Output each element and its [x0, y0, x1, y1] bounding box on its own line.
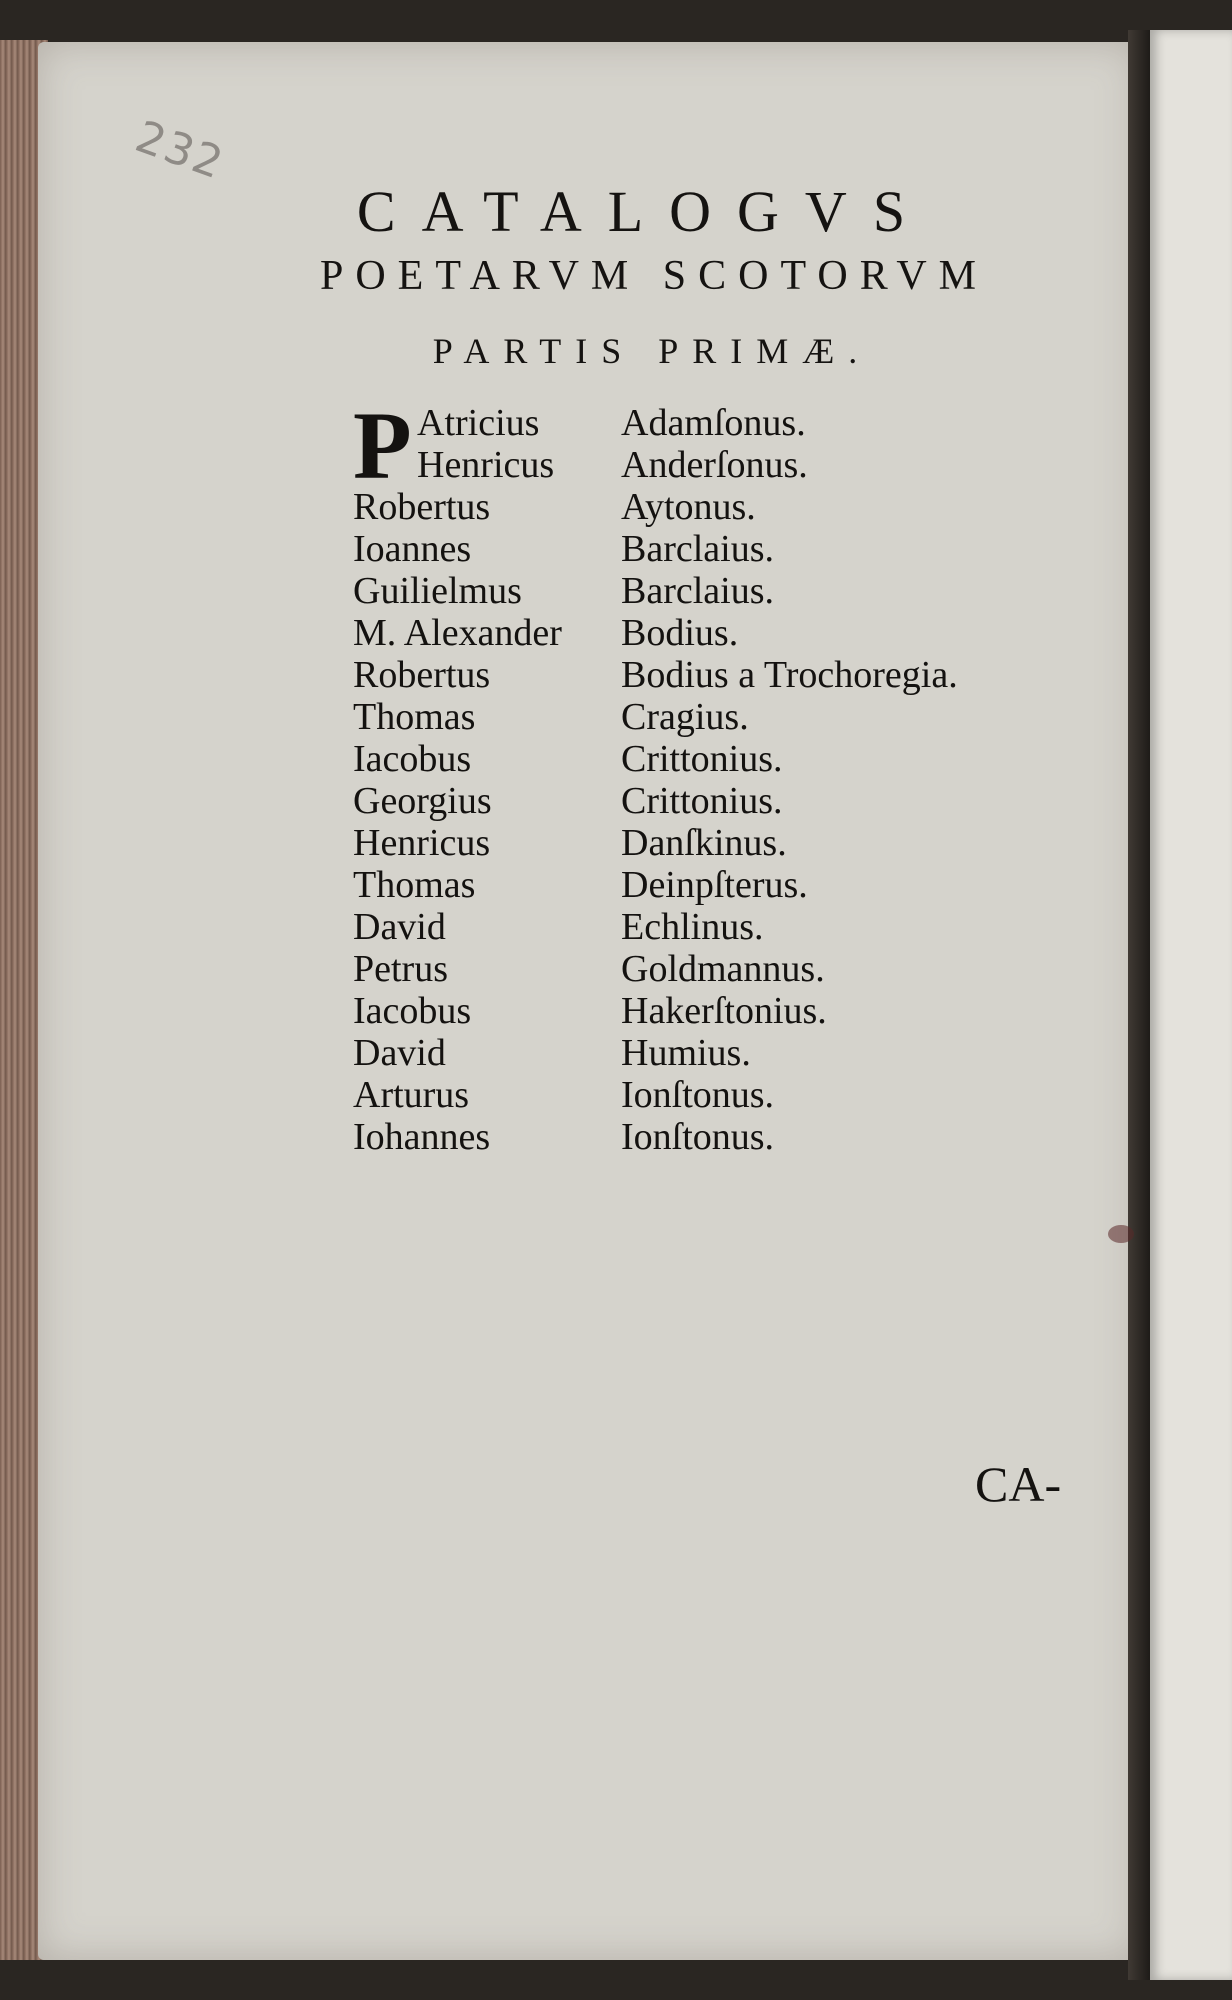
- surname: Echlinus.: [621, 906, 764, 948]
- first-name: Iacobus: [353, 738, 472, 780]
- first-name: Arturus: [353, 1074, 470, 1116]
- first-name: Robertus: [353, 654, 491, 696]
- catalog-title: CATALOGVS: [356, 179, 932, 244]
- surname: Ionſtonus.: [621, 1116, 775, 1158]
- first-name: Iohannes: [353, 1116, 491, 1158]
- first-name: Henricus: [353, 822, 491, 864]
- surname: Crittonius.: [621, 780, 783, 822]
- first-name: Guilielmus: [353, 570, 522, 612]
- pencil-page-number: 232: [128, 111, 231, 190]
- surname: Danſkinus.: [621, 822, 787, 864]
- first-name: Petrus: [353, 948, 448, 990]
- surname: Humius.: [621, 1032, 751, 1074]
- drop-cap: P: [353, 392, 412, 499]
- surname: Ionſtonus.: [621, 1074, 775, 1116]
- first-name: David: [353, 1032, 446, 1074]
- first-name: Thomas: [353, 864, 476, 906]
- first-name: Thomas: [353, 696, 476, 738]
- first-name: Ioannes: [353, 528, 472, 570]
- surname: Goldmannus.: [621, 948, 825, 990]
- ink-stain: [1108, 1225, 1134, 1243]
- surname: Crittonius.: [621, 738, 783, 780]
- surname: Deinpſterus.: [621, 864, 808, 906]
- section-heading: PARTIS PRIMÆ.: [432, 331, 872, 371]
- surname: Barclaius.: [621, 528, 775, 570]
- book-gutter: [1128, 30, 1150, 1980]
- first-name: Robertus: [353, 486, 491, 528]
- surname: Bodius a Trochoregia.: [621, 654, 958, 696]
- surname: Bodius.: [621, 612, 739, 654]
- first-name: Henricus: [417, 444, 555, 486]
- catchword: CA-: [975, 1456, 1062, 1512]
- first-name: Iacobus: [353, 990, 472, 1032]
- first-name: M. Alexander: [353, 612, 562, 654]
- catalog-subtitle: POETARVM SCOTORVM: [319, 253, 989, 299]
- surname: Hakerſtonius.: [621, 990, 827, 1032]
- surname: Adamſonus.: [621, 402, 806, 444]
- surname: Cragius.: [621, 696, 749, 738]
- surname: Barclaius.: [621, 570, 775, 612]
- surname: Aytonus.: [621, 486, 756, 528]
- first-name: Georgius: [353, 780, 492, 822]
- next-page-edge: [1150, 30, 1232, 1980]
- surname: Anderſonus.: [621, 444, 808, 486]
- first-name: Atricius: [417, 402, 540, 444]
- first-name: David: [353, 906, 446, 948]
